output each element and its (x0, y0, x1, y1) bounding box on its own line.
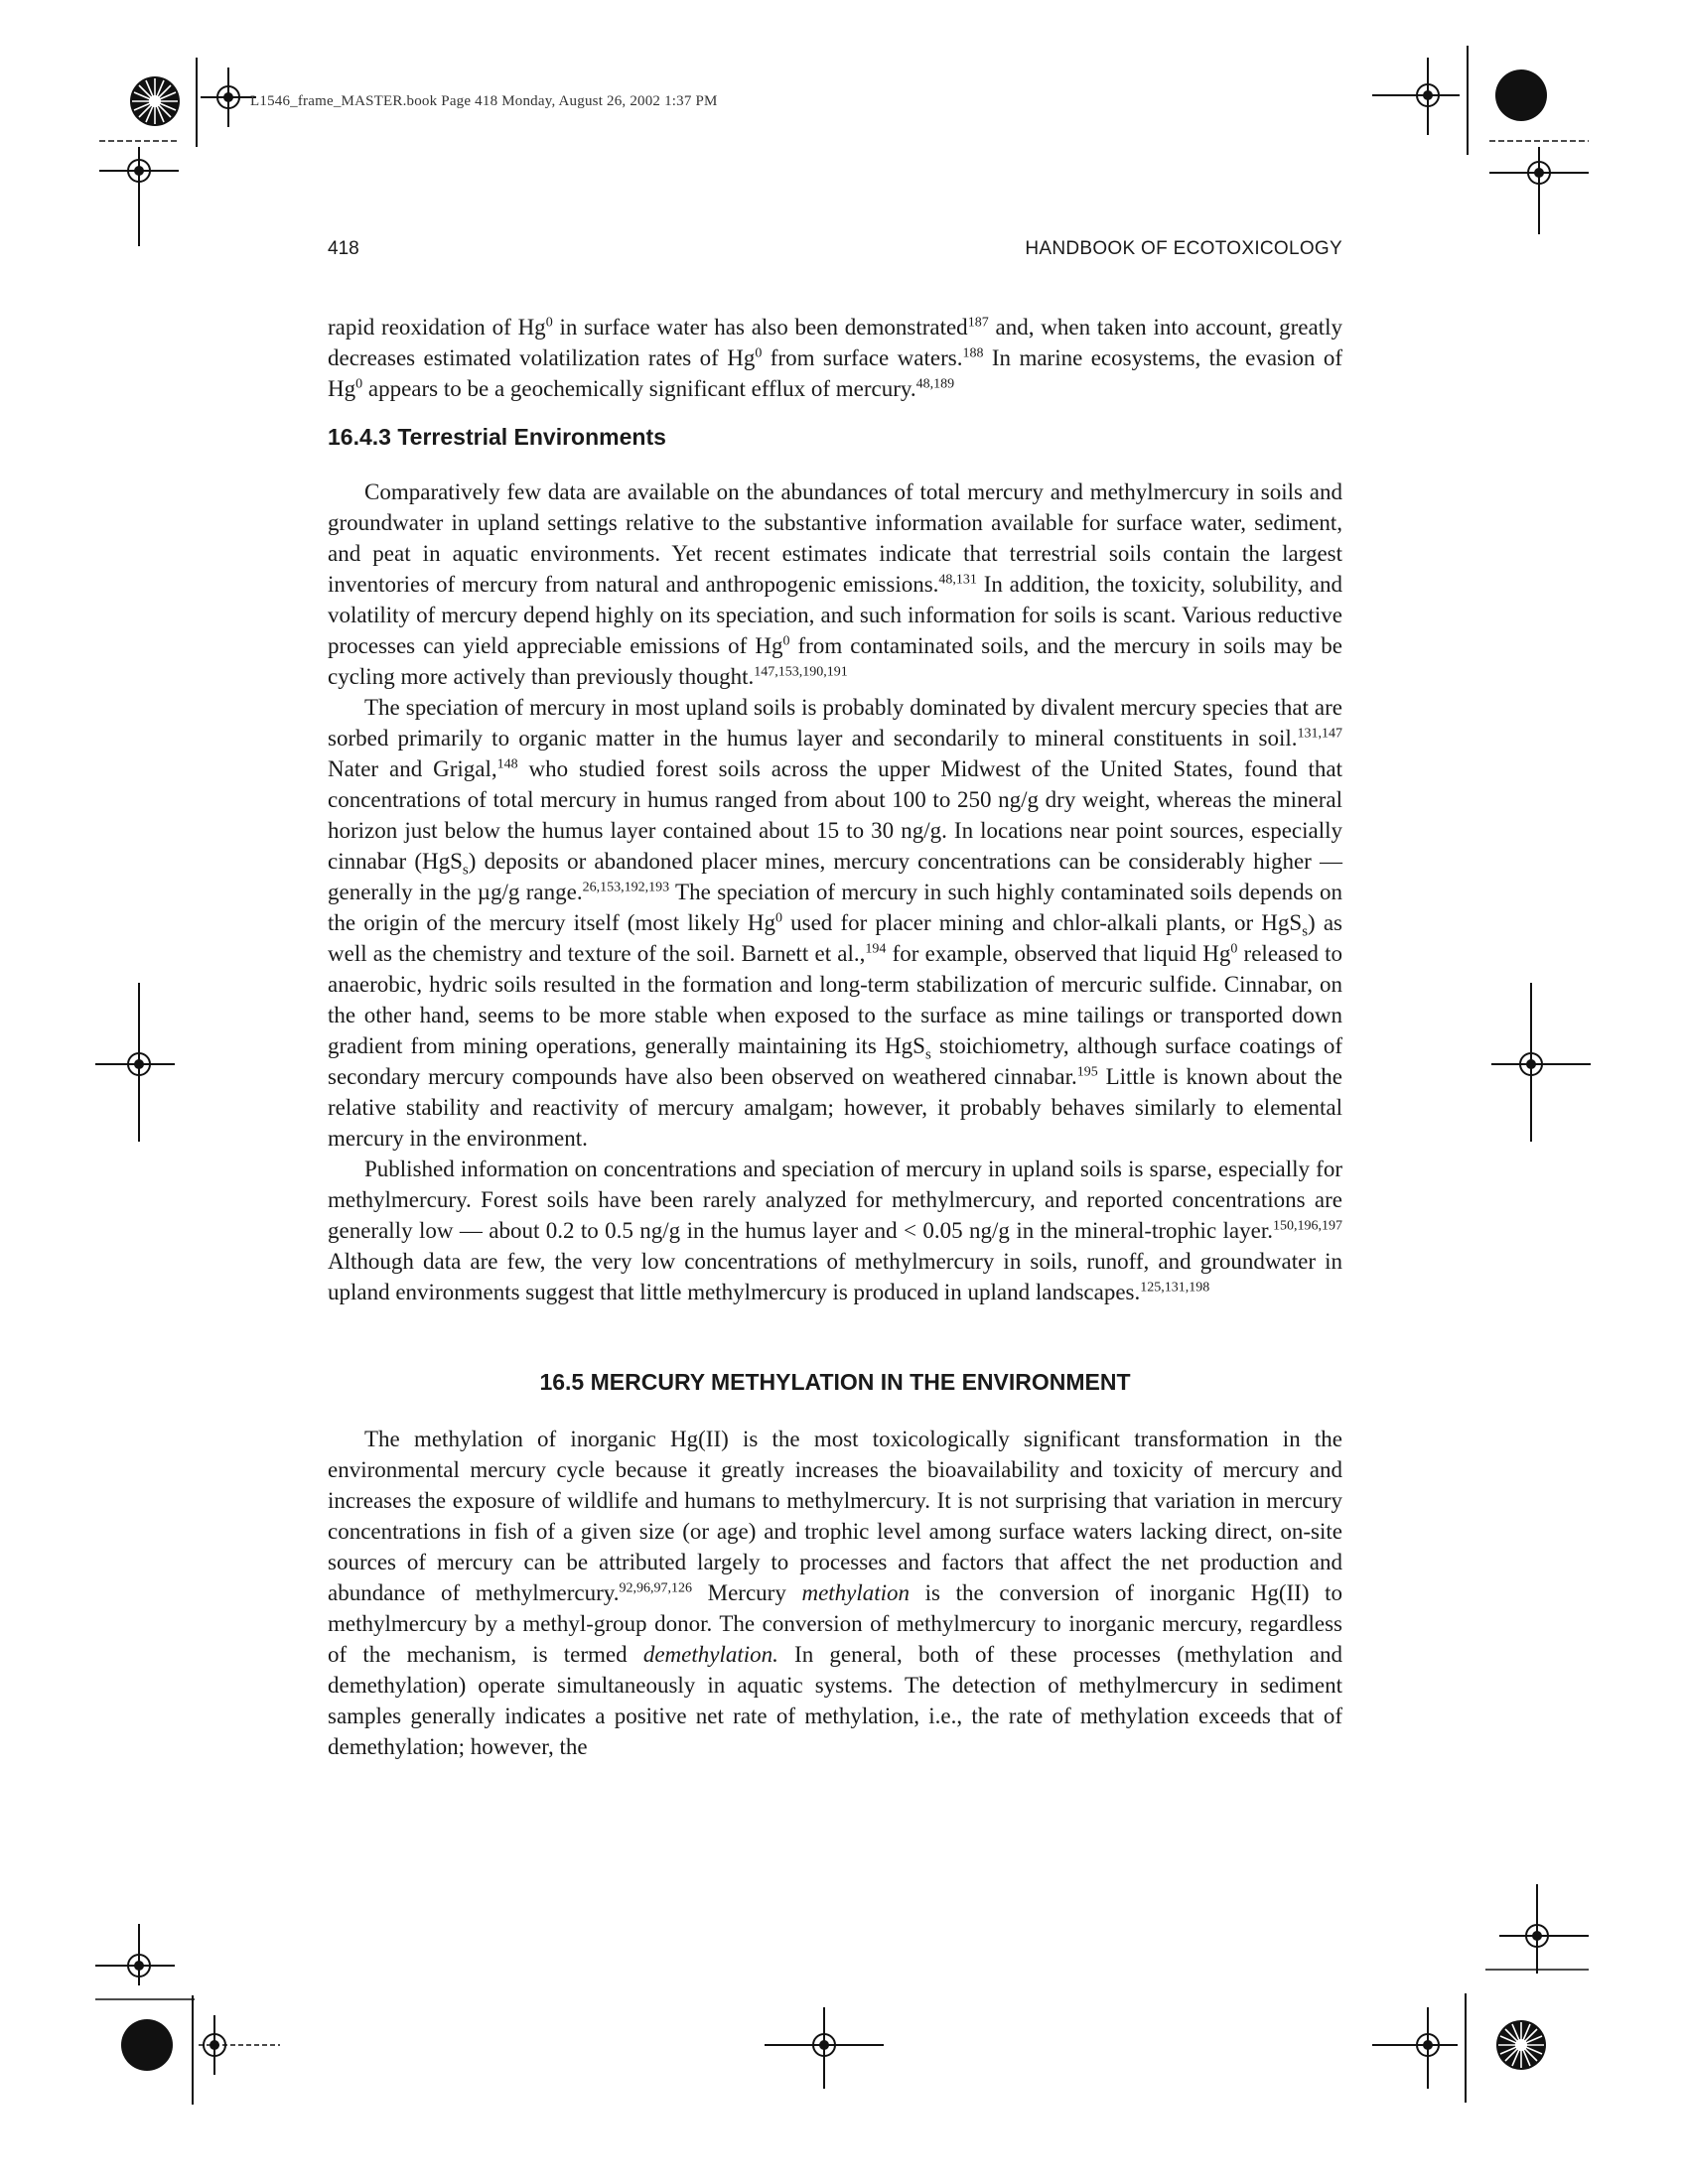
crosshair-icon (185, 1995, 284, 2105)
crosshair-icon (189, 58, 258, 147)
paragraph-intro: rapid reoxidation of Hg$^0$ in surface water has also been demonstrated$^{187}$ and, when taken into account, greatly decreases estimated volatilization rates of Hg$^0$ from surface waters.$^{188}$ In marine ecosystems, the evasion of Hg$^0$ appears to be a geochemically significant efflux of mercury.$^{48,189}$ (328, 315, 1342, 401)
registration-mark-icon (1483, 2007, 1559, 2083)
solid-dot-icon (117, 2015, 177, 2075)
section-heading-16-4-3: 16.4.3 Terrestrial Environments (328, 424, 666, 450)
paragraph-terrestrial-2: The speciation of mercury in most upland soils is probably dominated by divalent mercury species that are sorbed primarily to organic matter in the humus layer and secondarily to mineral constituents in soil.$^{131,147}$ Nater and Grigal,$^{148}$ who studied forest soils across the upper Midwest of the United States, found that concentrations of total mercury in humus ranged from about 100 to 250 ng/g dry weight, whereas the mineral horizon just below the humus layer contained about 15 to 30 ng/g. In locations near point sources, especially cinnabar (HgS$_s$) deposits or abandoned placer mines, mercury concentrations can be considerably higher — generally in the µg/g range.$^{26,153,192,193}$ The speciation of mercury in such highly contaminated soils depends on the origin of the mercury itself (most likely Hg$^0$ used for placer mining and chlor-alkali plants, or HgS$_s$) as well as the chemistry and texture of the soil. Barnett et al.,$^{194}$ for example, observed that liquid Hg$^0$ released to anaerobic, hydric soils resulted in the formation and long-term stabilization of mercuric sulfide. Cinnabar, on the other hand, seems to be more stable when exposed to the surface as mine tailings or transported down gradient from mining operations, generally maintaining its HgS$_s$ stoichiometry, although surface coatings of secondary mercury compounds have also been observed on weathered cinnabar.$^{195}$ Little is known about the relative stability and reactivity of mercury amalgam; however, it probably behaves similarly to elemental mercury in the environment. (328, 695, 1342, 1151)
crosshair-icon (1489, 135, 1589, 244)
crosshair-icon (765, 1997, 884, 2097)
section-heading-16-5: 16.5 MERCURY METHYLATION IN THE ENVIRONMENT (539, 1369, 1131, 1395)
crosshair-icon (1481, 983, 1591, 1142)
solid-dot-icon (1491, 66, 1551, 125)
crosshair-icon (1372, 1993, 1481, 2103)
crosshair-icon (95, 1924, 195, 2023)
print-slug: L1546_frame_MASTER.book Page 418 Monday, August 26, 2002 1:37 PM (250, 93, 718, 109)
paragraph-terrestrial-3: Published information on concentrations and speciation of mercury in upland soils is sparse, especially for methylmercury. Forest soils have been rarely analyzed for methylmercury, and reported concentrations are generally low — about 0.2 to 0.5 ng/g in the humus layer and < 0.05 ng/g in the mineral-trophic layer.$^{150,196,197}$ Although data are few, the very low concentrations of methylmercury in soils, runoff, and groundwater in upland environments suggest that little methylmercury is produced in upland landscapes.$^{125,131,198}$ (328, 1157, 1342, 1304)
running-title: HANDBOOK OF ECOTOXICOLOGY (1025, 238, 1342, 259)
crosshair-icon (99, 137, 179, 246)
paragraph-methylation-1: The methylation of inorganic Hg(II) is the most toxicologically significant transformation in the environmental mercury cycle because it greatly increases the bioavailability and toxicity of mercury and increases the exposure of wildlife and humans to methylmercury. It is not surprising that variation in mercury concentrations in fish of a given size (or age) and trophic level among surface waters lacking direct, on-site sources of mercury can be attributed largely to processes and factors that affect the net production and abundance of methylmercury.$^{92,96,97,126}$ Mercury methylation is the conversion of inorganic Hg(II) to methylmercury by a methyl-group donor. The conversion of methylmercury to inorganic mercury, regardless of the mechanism, is termed demethylation. In general, both of these processes (methylation and demethylation) operate simultaneously in aquatic systems. The detection of methylmercury in sediment samples generally indicates a positive net rate of methylation, i.e., the rate of methylation exceeds that of demethylation; however, the (328, 1427, 1343, 1759)
paragraph-terrestrial-1: Comparatively few data are available on the abundances of total mercury and methylmercury in soils and groundwater in upland settings relative to the substantive information available for surface water, sediment, and peat in aquatic environments. Yet recent estimates indicate that terrestrial soils contain the largest inventories of mercury from natural and anthropogenic emissions.$^{48,131}$ In addition, the toxicity, solubility, and volatility of mercury depend highly on its speciation, and such information for soils is scant. Various reductive processes can yield appreciable emissions of Hg$^0$ from contaminated soils, and the mercury in soils may be cycling more actively than previously thought.$^{147,153,190,191}$ (328, 479, 1342, 689)
page-body (328, 312, 1342, 1762)
registration-mark-icon (117, 64, 193, 139)
crosshair-icon (95, 983, 195, 1142)
page-number: 418 (328, 238, 359, 259)
crosshair-icon (1485, 1884, 1589, 1993)
crosshair-icon (1372, 46, 1481, 155)
